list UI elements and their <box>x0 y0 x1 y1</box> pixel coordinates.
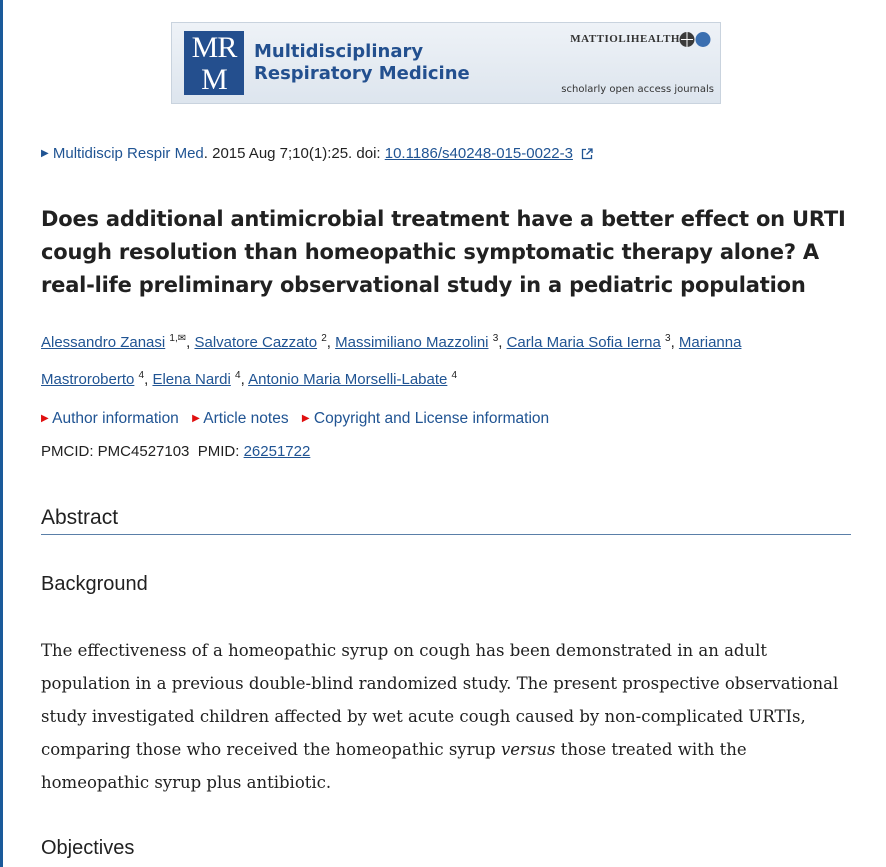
journal-logo: MR M <box>184 31 244 95</box>
author-separator: , <box>326 334 336 351</box>
copyright-toggle[interactable]: ▶ Copyright and License information <box>301 410 550 427</box>
author-separator: , <box>144 371 153 388</box>
abstract-heading: Abstract <box>41 503 851 535</box>
publisher-tagline: scholarly open access journals <box>561 84 714 95</box>
triangle-right-icon: ▶ <box>192 413 200 424</box>
pmid-link[interactable]: 26251722 <box>243 443 311 460</box>
author-link[interactable]: Marianna Mastroroberto <box>41 334 742 388</box>
author-affiliation-number: 1,✉ <box>169 333 187 344</box>
author-link[interactable]: Antonio Maria Morselli-Labate <box>248 371 448 388</box>
journal-link[interactable]: Multidiscip Respir Med <box>52 145 204 162</box>
author-information-toggle[interactable]: ▶ Author information <box>41 410 179 427</box>
author-affiliation-number: 3 <box>492 333 499 344</box>
author-separator: , <box>670 334 679 351</box>
author-affiliation-number: 4 <box>235 370 241 381</box>
left-accent-bar <box>0 0 3 867</box>
publisher-name: MATTIOLIHEALTH <box>570 33 680 45</box>
citation-details: . 2015 Aug 7;10(1):25. doi: <box>203 145 385 162</box>
article-title: Does additional antimicrobial treatment have a better effect on URTI cough resolution than homeopathic symptomatic therapy alone? A real-life preliminary observational study in a pediatric population <box>41 207 846 297</box>
author-list <box>41 322 851 396</box>
publisher-globe-icon <box>678 31 712 48</box>
pmcid-value: PMC4527103 <box>97 443 190 460</box>
author-separator: , <box>498 334 507 351</box>
triangle-right-icon: ▶ <box>41 148 49 159</box>
article-info-links <box>41 408 558 430</box>
author-link[interactable]: Massimiliano Mazzolini <box>335 334 489 351</box>
citation-line <box>41 144 593 164</box>
article-identifiers: PMCID: PMC4527103 PMID: 26251722 <box>41 443 311 460</box>
background-heading: Background <box>41 573 148 595</box>
objectives-heading: Objectives <box>41 837 135 859</box>
author-affiliation-number: 3 <box>665 333 671 344</box>
doi-link[interactable]: 10.1186/s40248-015-0022-3 <box>384 145 573 162</box>
author-separator: , <box>186 334 195 351</box>
author-affiliation-number: 4 <box>451 370 458 381</box>
triangle-right-icon: ▶ <box>41 413 49 424</box>
external-link-icon[interactable] <box>581 148 593 160</box>
author-link[interactable]: Carla Maria Sofia Ierna <box>506 334 661 351</box>
author-link[interactable]: Alessandro Zanasi <box>41 334 166 351</box>
journal-name: Multidisciplinary Respiratory Medicine <box>254 41 470 84</box>
author-link[interactable]: Elena Nardi <box>152 371 231 388</box>
background-paragraph: The effectiveness of a homeopathic syrup on cough has been demonstrated in an adult population in a previous double-blind randomized study. The present prospective observational study investigated children affected by wet acute cough caused by non-complicated URTIs, comparing those who received the homeopathic syrup versus those treated with the homeopathic syrup plus antibiotic. <box>41 641 839 792</box>
author-affiliation-number: 2 <box>321 333 327 344</box>
author-link[interactable]: Salvatore Cazzato <box>194 334 318 351</box>
author-affiliation-number: 4 <box>138 370 145 381</box>
article-notes-toggle[interactable]: ▶ Article notes <box>192 410 289 427</box>
journal-banner[interactable] <box>171 22 721 104</box>
triangle-right-icon: ▶ <box>301 413 310 424</box>
author-separator: , <box>240 371 249 388</box>
